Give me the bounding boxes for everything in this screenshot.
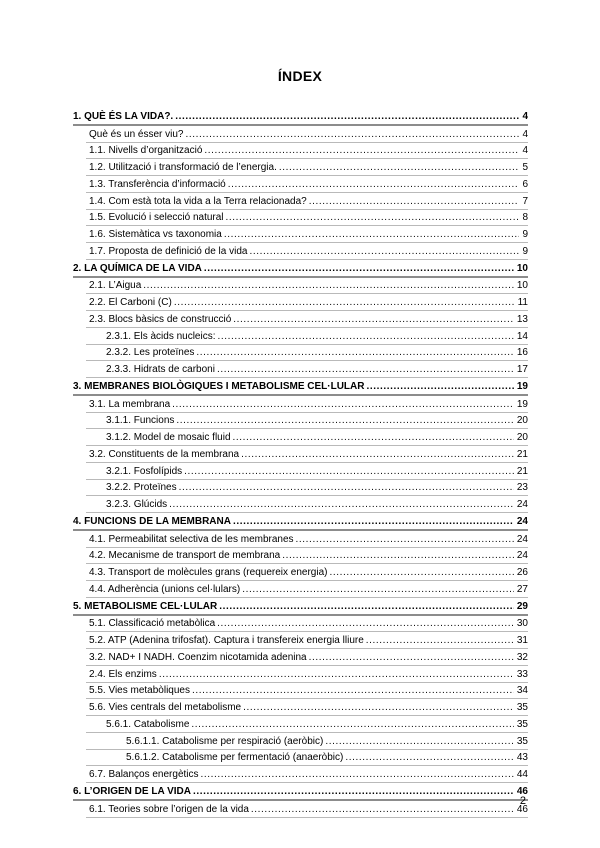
toc-dot-leader: [217, 364, 514, 377]
toc-entry-page: 23: [516, 482, 528, 494]
toc-entry-title: 2.2. El Carboni (C): [89, 297, 172, 308]
toc-entry[interactable]: [73, 260, 528, 278]
toc-entry-title: 5. METABOLISME CEL·LULAR: [73, 600, 218, 612]
toc-entry[interactable]: [86, 294, 528, 311]
toc-entry-page: 11: [517, 297, 528, 308]
toc-dot-leader: [143, 280, 514, 293]
toc-dot-leader: [233, 516, 514, 529]
toc-entry-title: 4. FUNCIONS DE LA MEMBRANA: [73, 515, 231, 527]
toc-dot-leader: [279, 162, 520, 175]
toc-entry[interactable]: [86, 226, 528, 243]
toc-entry-page: 20: [516, 432, 528, 443]
toc-entry[interactable]: [86, 446, 528, 463]
toc-dot-leader: [217, 618, 514, 631]
toc-dot-leader: [176, 415, 514, 428]
toc-entry-title: 3.1. La membrana: [89, 398, 171, 410]
toc-entry-page: 35: [516, 702, 528, 713]
toc-entry-title: 3. MEMBRANES BIOLÒGIQUES I METABOLISME CEL·LULAR: [73, 380, 365, 392]
toc-dot-leader: [204, 263, 514, 276]
table-of-contents: [73, 108, 528, 818]
toc-entry[interactable]: [86, 531, 528, 548]
toc-entry-page: 21: [516, 465, 528, 477]
toc-entry-title: 3.2. Constituents de la membrana: [89, 448, 240, 460]
toc-entry-page: 19: [516, 398, 528, 410]
toc-entry[interactable]: [86, 463, 528, 480]
toc-entry[interactable]: [86, 176, 528, 193]
toc-entry[interactable]: [86, 311, 528, 328]
toc-entry-title: 2. LA QUÍMICA DE LA VIDA: [73, 262, 202, 274]
toc-dot-leader: [174, 297, 515, 310]
toc-entry-title: 4.2. Mecanisme de transport de membrana: [89, 550, 281, 562]
toc-dot-leader: [196, 347, 513, 360]
toc-entry-title: 1.2. Utilització i transformació de l’energia.: [89, 162, 277, 173]
toc-dot-leader: [169, 499, 514, 512]
toc-entry-page: 8: [522, 212, 528, 224]
toc-entry-title: 3.1.2. Model de mosaic fluid: [106, 432, 231, 443]
toc-entry-title: 1.4. Com està tota la vida a la Terra relacionada?: [89, 195, 307, 207]
toc-entry-title: 5.6. Vies centrals del metabolisme: [89, 702, 242, 713]
toc-entry[interactable]: [86, 413, 528, 430]
toc-dot-leader: [204, 145, 519, 158]
toc-entry[interactable]: [73, 783, 528, 801]
toc-entry-title: 1.3. Transferència d’informació: [89, 178, 226, 190]
page-number: 2: [519, 795, 526, 807]
toc-dot-leader: [191, 719, 513, 732]
toc-entry-page: 33: [516, 668, 528, 680]
toc-entry[interactable]: [86, 683, 528, 700]
toc-entry[interactable]: [73, 378, 528, 396]
toc-entry-title: 3.2. NAD+ I NADH. Coenzim nicotamida adenina: [89, 651, 307, 663]
toc-entry-page: 13: [516, 313, 528, 325]
toc-dot-leader: [233, 314, 514, 327]
toc-entry-page: 31: [516, 635, 528, 646]
toc-dot-leader: [251, 804, 514, 817]
toc-entry-page: 46: [516, 785, 528, 797]
toc-dot-leader: [192, 685, 514, 698]
toc-entry[interactable]: [86, 750, 528, 767]
toc-entry-title: 2.3. Blocs bàsics de construcció: [89, 313, 232, 325]
toc-entry-page: 6: [522, 178, 528, 190]
toc-entry[interactable]: [86, 632, 528, 649]
toc-entry-title: 2.4. Els enzims: [89, 668, 157, 680]
toc-entry-page: 24: [516, 550, 528, 562]
toc-entry[interactable]: [86, 581, 528, 598]
toc-entry-title: 5.6.1.1. Catabolisme per respiració (aeròbic): [126, 735, 324, 747]
toc-dot-leader: [218, 331, 514, 344]
toc-entry-page: 4: [522, 110, 528, 122]
toc-entry-title: 2.1. L’Aigua: [89, 280, 142, 292]
toc-dot-leader: [219, 601, 514, 614]
toc-entry-page: 30: [516, 618, 528, 630]
toc-dot-leader: [186, 129, 520, 142]
toc-dot-leader: [172, 399, 514, 412]
toc-entry-title: 2.3.2. Les proteïnes: [106, 347, 195, 359]
toc-entry[interactable]: [86, 126, 528, 143]
toc-entry[interactable]: [86, 548, 528, 565]
toc-dot-leader: [329, 567, 513, 580]
toc-dot-leader: [296, 534, 514, 547]
toc-entry-title: 5.6.1. Catabolisme: [106, 718, 190, 730]
toc-entry-page: 35: [516, 718, 528, 730]
toc-entry-title: 1.7. Proposta de definició de la vida: [89, 245, 248, 257]
toc-entry[interactable]: [86, 210, 528, 227]
toc-dot-leader: [193, 786, 514, 799]
toc-entry[interactable]: [86, 699, 528, 716]
toc-entry-page: 35: [516, 735, 528, 747]
toc-entry-title: 5.6.1.2. Catabolisme per fermentació (anaeròbic): [126, 752, 344, 764]
toc-entry-title: 6.7. Balanços energètics: [89, 769, 199, 780]
toc-entry-page: 26: [516, 567, 528, 578]
toc-entry[interactable]: [86, 159, 528, 176]
toc-entry-title: 2.3.3. Hidrats de carboni: [106, 364, 215, 375]
toc-entry[interactable]: [86, 616, 528, 633]
toc-entry[interactable]: [86, 564, 528, 581]
toc-entry[interactable]: [86, 480, 528, 497]
toc-entry-page: 10: [516, 262, 528, 274]
toc-entry-title: 6. L’ORIGEN DE LA VIDA: [73, 785, 191, 797]
toc-dot-leader: [224, 229, 520, 242]
toc-entry[interactable]: [73, 513, 528, 531]
toc-dot-leader: [175, 111, 519, 124]
toc-entry-title: 3.2.1. Fosfolípids: [106, 465, 183, 477]
toc-entry-page: 17: [516, 364, 528, 375]
toc-entry[interactable]: [73, 108, 528, 126]
toc-dot-leader: [179, 482, 514, 495]
toc-entry-page: 4: [522, 145, 528, 157]
toc-entry[interactable]: [86, 716, 528, 733]
toc-entry-title: 3.1.1. Funcions: [106, 415, 175, 427]
toc-entry[interactable]: [86, 328, 528, 345]
toc-entry-page: 20: [516, 415, 528, 427]
toc-dot-leader: [309, 652, 514, 665]
toc-dot-leader: [159, 669, 514, 682]
toc-entry-page: 34: [516, 685, 528, 697]
toc-entry-page: 19: [516, 380, 528, 392]
toc-entry-page: 24: [516, 533, 528, 545]
toc-entry-page: 44: [516, 769, 528, 780]
toc-entry-page: 46: [516, 803, 528, 815]
toc-entry-page: 27: [516, 583, 528, 595]
toc-entry[interactable]: [86, 361, 528, 378]
toc-entry-page: 9: [522, 245, 528, 257]
toc-entry-title: 5.5. Vies metabòliques: [89, 685, 190, 697]
toc-dot-leader: [366, 635, 514, 648]
toc-dot-leader: [184, 466, 514, 479]
toc-dot-leader: [228, 179, 520, 192]
toc-dot-leader: [241, 449, 514, 462]
toc-entry-page: 43: [516, 752, 528, 764]
toc-entry-title: 1. QUÈ ÉS LA VIDA?.: [73, 110, 174, 122]
toc-dot-leader: [201, 769, 514, 782]
toc-entry[interactable]: [86, 396, 528, 413]
toc-entry-title: 6.1. Teories sobre l’origen de la vida: [89, 803, 249, 815]
toc-entry-page: 16: [516, 347, 528, 359]
toc-entry-title: 4.3. Transport de molècules grans (requereix energia): [89, 567, 328, 578]
toc-entry-title: 3.2.3. Glúcids: [106, 499, 168, 510]
toc-entry-title: 3.2.2. Proteïnes: [106, 482, 177, 494]
toc-entry[interactable]: [86, 278, 528, 295]
toc-entry[interactable]: [86, 496, 528, 513]
toc-entry-title: 5.2. ATP (Adenina trifosfat). Captura i transfereix energia lliure: [89, 635, 364, 646]
toc-dot-leader: [243, 702, 514, 715]
toc-entry[interactable]: [86, 733, 528, 750]
toc-dot-leader: [366, 381, 513, 394]
toc-entry-page: 21: [516, 448, 528, 460]
toc-entry-title: 1.1. Nivells d’organització: [89, 145, 203, 157]
toc-entry-page: 4: [522, 128, 528, 140]
page-title: ÍNDEX: [277, 68, 323, 84]
toc-entry-title: 2.3.1. Els àcids nucleics:: [106, 330, 216, 342]
toc-dot-leader: [249, 246, 519, 259]
toc-dot-leader: [282, 550, 514, 563]
toc-entry[interactable]: [86, 345, 528, 362]
toc-entry[interactable]: [86, 766, 528, 783]
toc-entry-page: 5: [522, 162, 528, 173]
toc-dot-leader: [345, 752, 514, 765]
toc-entry-title: 4.1. Permeabilitat selectiva de les membranes: [89, 533, 294, 545]
toc-entry-page: 32: [516, 651, 528, 663]
toc-entry-page: 29: [516, 600, 528, 612]
toc-entry-page: 10: [516, 280, 528, 292]
toc-dot-leader: [233, 432, 514, 445]
toc-dot-leader: [242, 584, 514, 597]
toc-entry-title: Què és un ésser viu?: [89, 128, 184, 140]
toc-entry[interactable]: [86, 193, 528, 210]
toc-entry[interactable]: [86, 666, 528, 683]
toc-entry-page: 9: [522, 229, 528, 240]
toc-entry[interactable]: [86, 801, 528, 818]
toc-entry[interactable]: [86, 649, 528, 666]
toc-entry-page: 14: [516, 330, 528, 342]
toc-entry-title: 5.1. Classificació metabòlica: [89, 618, 216, 630]
toc-entry[interactable]: [86, 243, 528, 260]
toc-entry[interactable]: [86, 143, 528, 160]
toc-entry-title: 1.5. Evolució i selecció natural: [89, 212, 224, 224]
toc-entry-page: 24: [516, 515, 528, 527]
toc-dot-leader: [309, 196, 520, 209]
toc-entry-title: 4.4. Adherència (unions cel·lulars): [89, 583, 241, 595]
toc-dot-leader: [226, 212, 520, 225]
toc-entry-page: 7: [522, 195, 528, 207]
toc-dot-leader: [325, 736, 514, 749]
toc-entry-page: 24: [516, 499, 528, 510]
toc-entry-title: 1.6. Sistemàtica vs taxonomia: [89, 229, 222, 240]
toc-entry[interactable]: [86, 429, 528, 446]
toc-entry[interactable]: [73, 598, 528, 616]
